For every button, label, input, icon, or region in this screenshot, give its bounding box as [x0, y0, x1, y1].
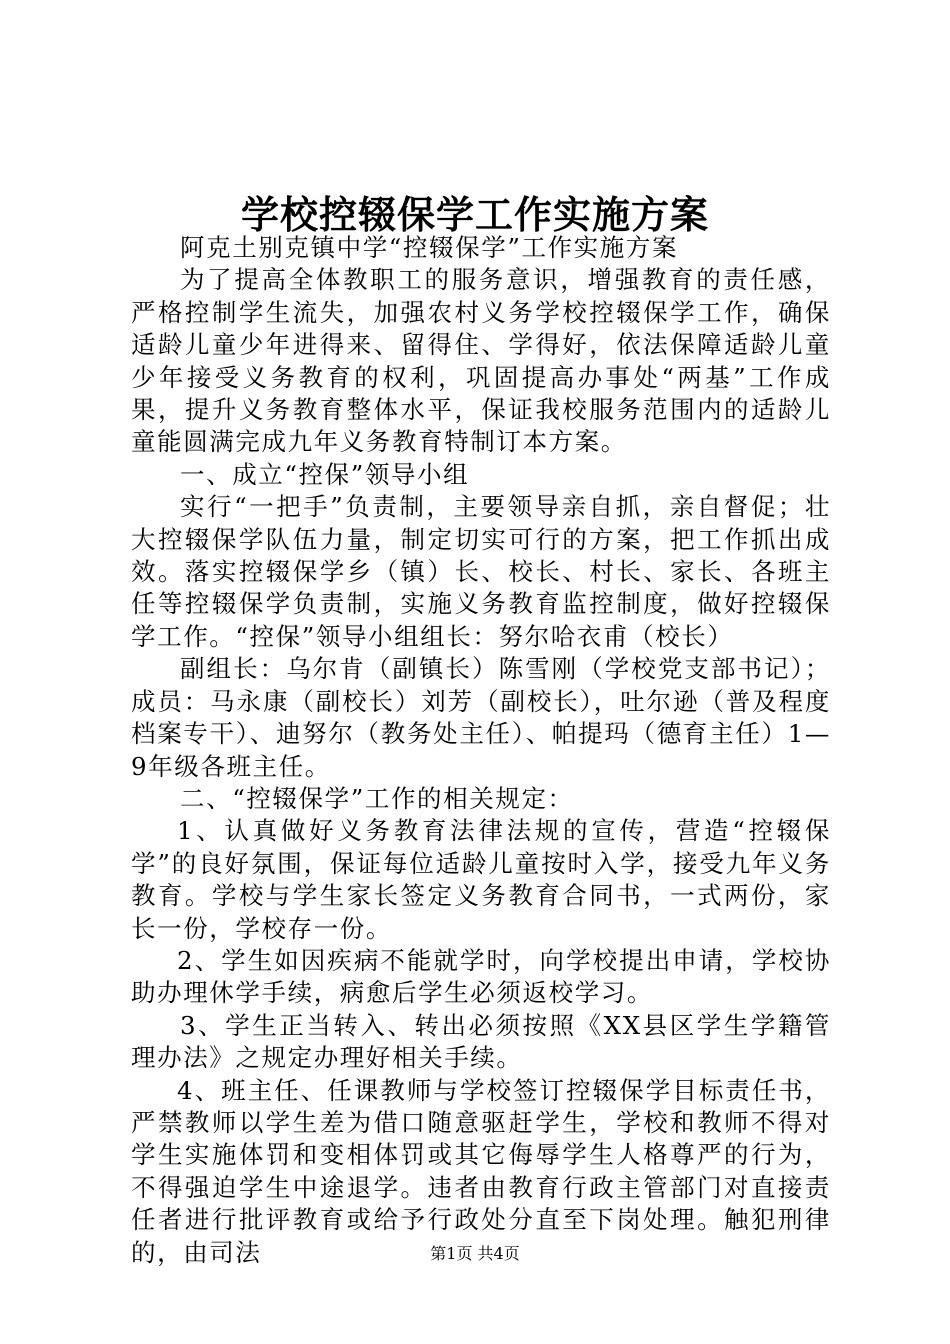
rule-4-paragraph: 4、班主任、任课教师与学校签订控辍保学目标责任书，严禁教师以学生差为借口随意驱赶学生，学校和教师不得对学生实施体罚和变相体罚或其它侮辱学生人格尊严的行为，不得强迫学生中途退学。违者由教育行政主管部门对直接责任者进行批评教育或给予行政处分直至下岗处理。触犯刑律的，由司法	[131, 1075, 831, 1267]
subtitle-paragraph: 阿克土别克镇中学“控辍保学”工作实施方案	[180, 233, 679, 262]
rule-3-paragraph: 3、学生正当转入、转出必须按照《XX县区学生学籍管理办法》之规定办理好相关手续。	[131, 1010, 831, 1073]
document-title: 学校控辍保学工作实施方案	[240, 192, 709, 237]
members-paragraph: 副组长：乌尔肯（副镇长）陈雪刚（学校党支部书记）；成员：马永康（副校长）刘芳（副校长），吐尔逊（普及程度档案专干）、迪努尔（教务处主任）、帕提玛（德育主任）1—9年级各班主任。	[131, 654, 831, 781]
leadership-paragraph: 实行“一把手”负责制，主要领导亲自抓，亲自督促；壮大控辍保学队伍力量，制定切实可行的方案，把工作抓出成效。落实控辍保学乡（镇）长、校长、村长、家长、各班主任等控辍保学负责制，实施义务教育监控制度，做好控辍保学工作。“控保”领导小组组长：努尔哈衣甫（校长）	[131, 492, 831, 651]
intro-paragraph: 为了提高全体教职工的服务意识，增强教育的责任感，严格控制学生流失，加强农村义务学校控辍保学工作，确保适龄儿童少年进得来、留得住、学得好，依法保障适龄儿童少年接受义务教育的权利，巩固提高办事处“两基”工作成果，提升义务教育整体水平，保证我校服务范围内的适龄儿童能圆满完成九年义务教育特制订本方案。	[131, 265, 831, 457]
document-body	[131, 232, 831, 1269]
page-number-footer: 第1页 共4页	[430, 1244, 520, 1263]
rule-2-paragraph: 2、学生如因疾病不能就学时，向学校提出申请，学校协助办理休学手续，病愈后学生必须返校学习。	[131, 945, 831, 1008]
section-heading-2: 二、“控辍保学”工作的相关规定：	[180, 783, 574, 813]
rule-1-paragraph: 1、认真做好义务教育法律法规的宣传，营造“控辍保学”的良好氛围，保证每位适龄儿童按时入学，接受九年义务教育。学校与学生家长签定义务教育合同书，一式两份，家长一份，学校存一份。	[131, 816, 831, 943]
section-heading-1: 一、成立“控保”领导小组	[180, 459, 470, 489]
